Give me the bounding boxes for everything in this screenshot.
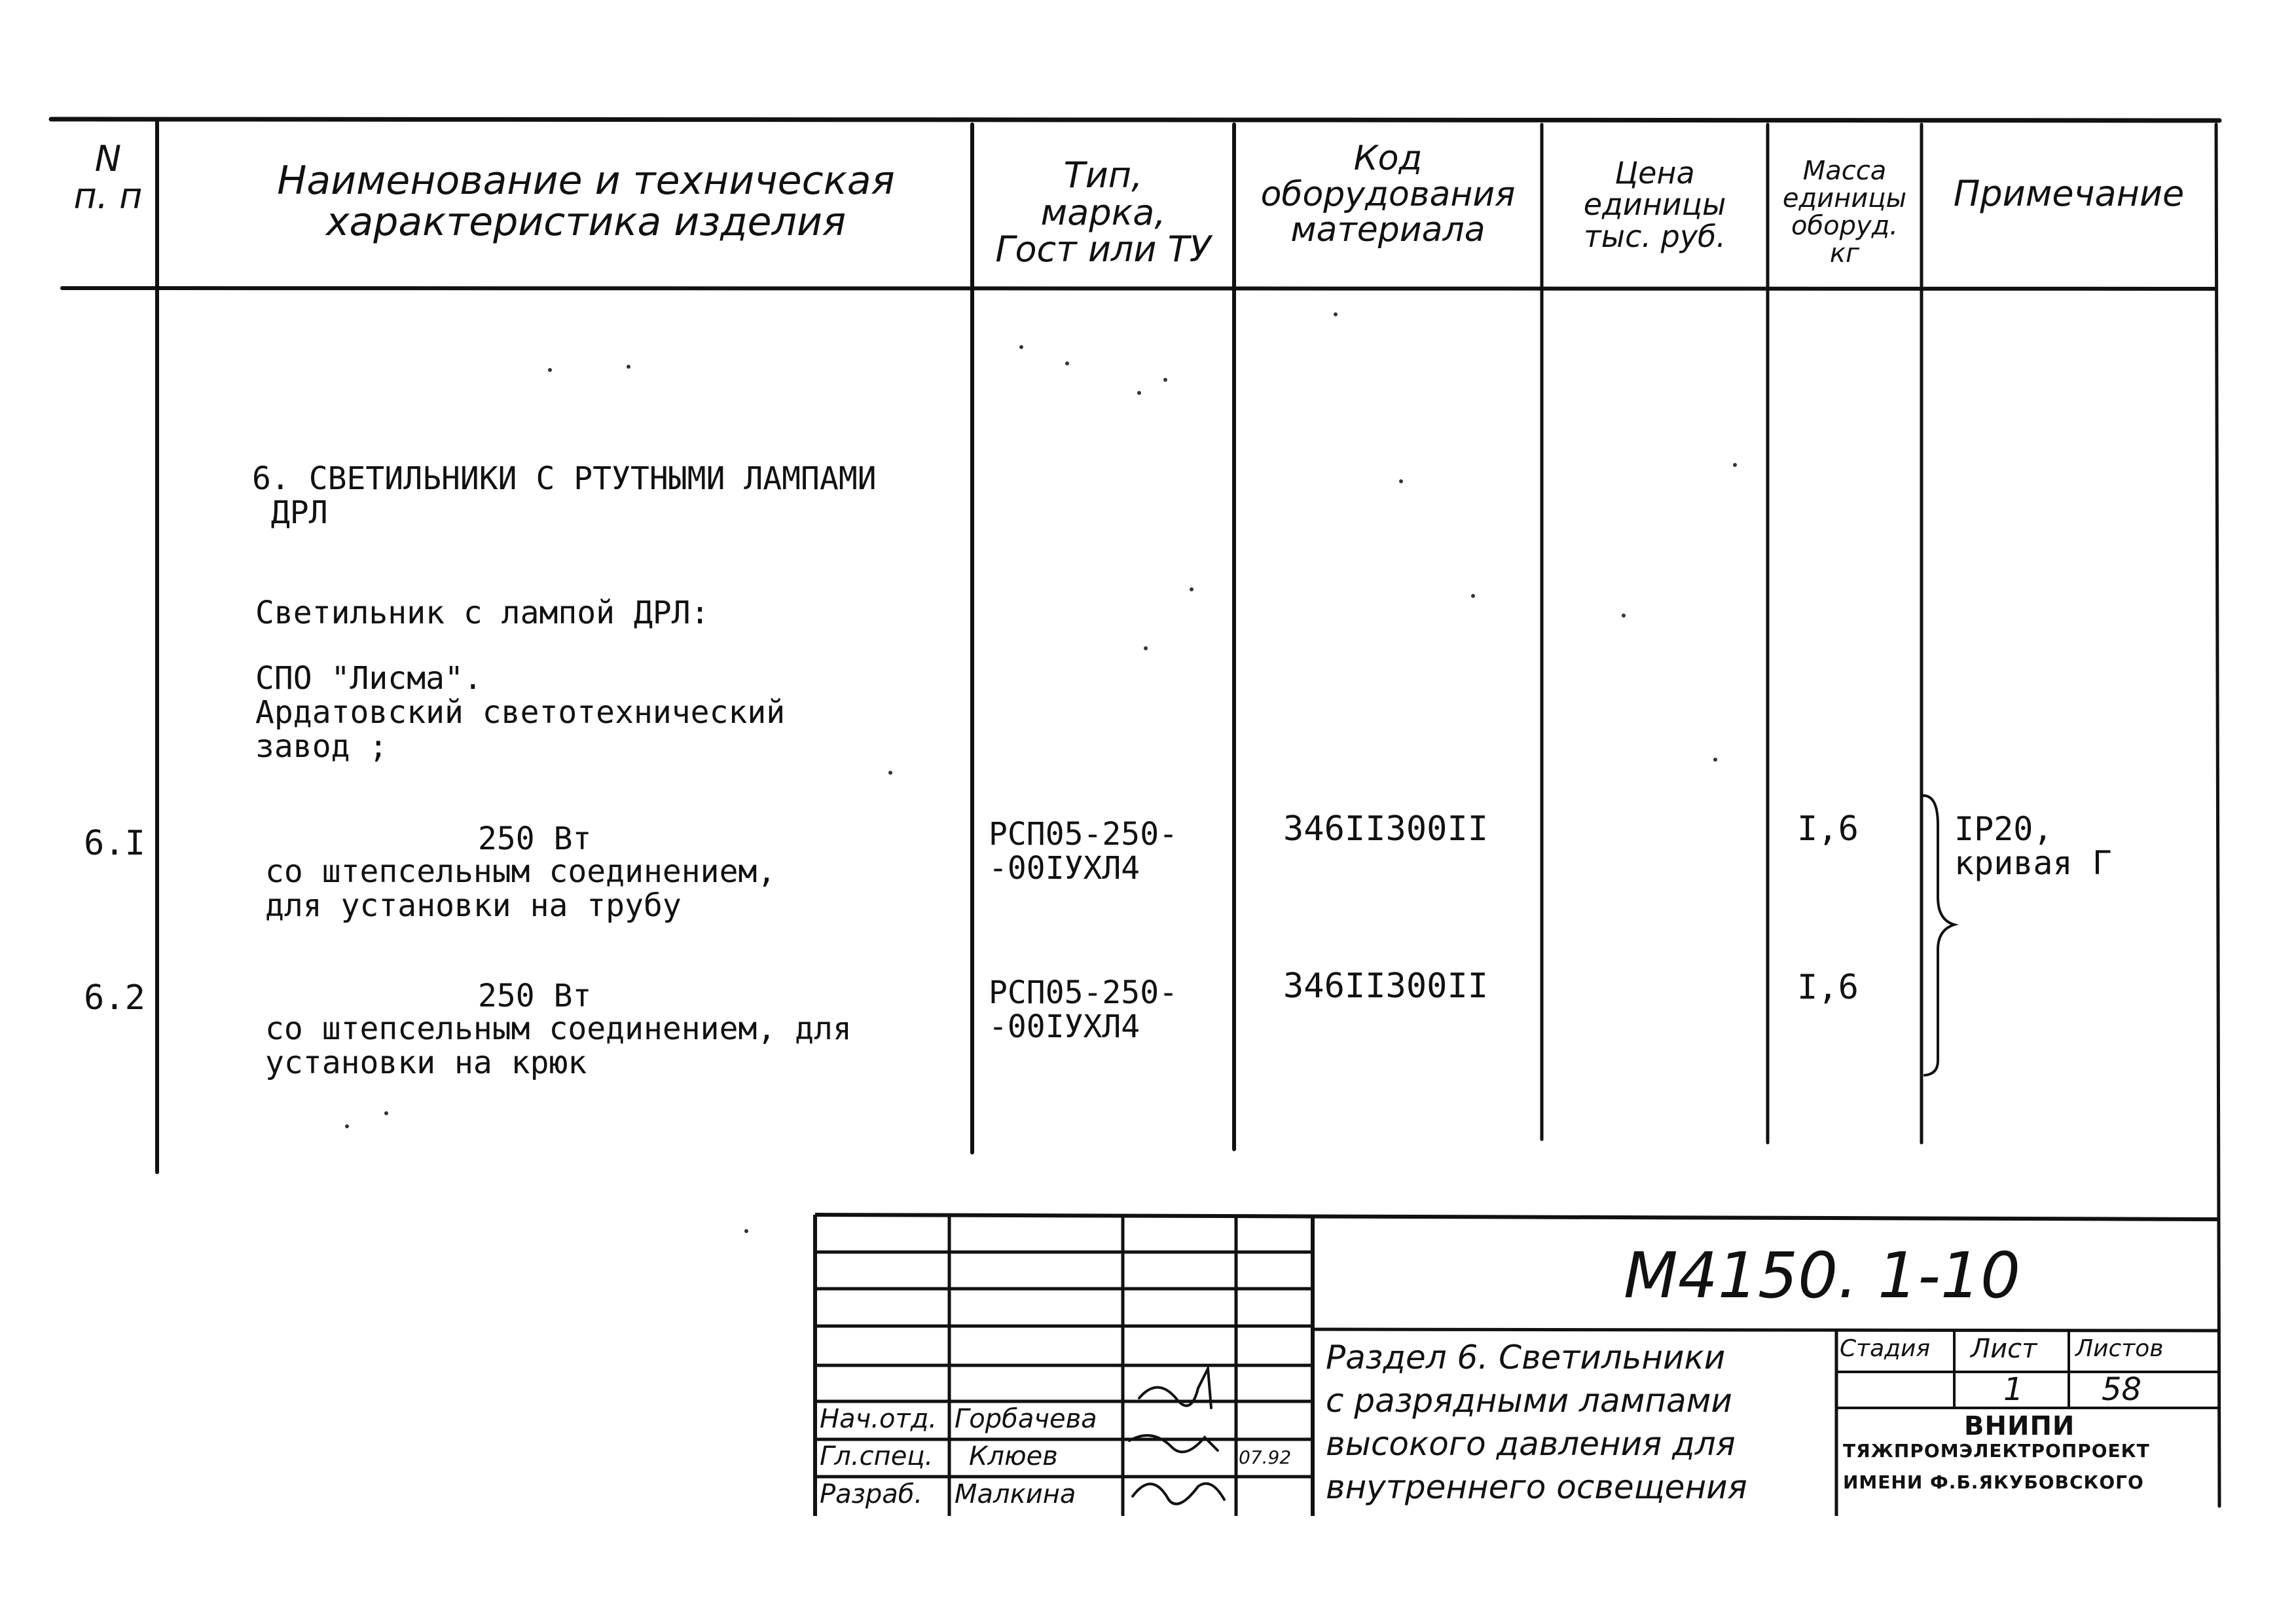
signer-role: Разраб. <box>820 1479 923 1509</box>
signature-mark <box>1129 1435 1218 1452</box>
manufacturer-text: СПО "Лисма". Ардатовский светотехнический завод ; <box>255 660 786 765</box>
row-number: 6.2 <box>84 978 145 1018</box>
org-abbr: ВНИПИ <box>1964 1411 2075 1441</box>
header-name: Наименование и техническая характеристика изделия <box>277 158 895 245</box>
header-note: Примечание <box>1953 173 2185 214</box>
stage-label: Стадия <box>1840 1335 1931 1362</box>
note-text: IP20, кривая Г <box>1954 810 2112 882</box>
row-code: 346II300II <box>1283 967 1489 1006</box>
title-block-section: Раздел 6. Светильники с разрядными лампами высокого давления для внутреннего освещения <box>1326 1338 1747 1506</box>
row-description: со штепсельным соединением, для установки на трубу <box>265 853 776 924</box>
signer-name: Малкина <box>955 1479 1076 1509</box>
sheets-count: 58 <box>2102 1371 2142 1408</box>
header-mass: Масса единицы оборуд. кг <box>1782 156 1907 268</box>
row-description: со штепсельным соединением, для установки на крюк <box>265 1010 852 1081</box>
row-mass: I,6 <box>1797 968 1859 1007</box>
signer-name: Горбачева <box>955 1404 1097 1434</box>
row-type: РСП05-250- -00IУХЛ4 <box>989 974 1178 1045</box>
sheet-number: 1 <box>2003 1371 2024 1408</box>
org-name: ТЯЖПРОМЭЛЕКТРОПРОЕКТ <box>1843 1440 2150 1462</box>
row-code: 346II300II <box>1283 809 1489 849</box>
sheets-label: Листов <box>2075 1335 2164 1362</box>
intro-line: Светильник с лампой ДРЛ: <box>255 595 710 631</box>
header-code: Код оборудования материала <box>1260 139 1516 250</box>
row-power: 250 Вт <box>478 821 592 857</box>
header-price: Цена единицы тыс. руб. <box>1583 155 1726 254</box>
header-type: Тип, марка, Гост или ТУ <box>995 155 1211 270</box>
signature-mark <box>1133 1484 1224 1504</box>
signature-mark <box>1139 1369 1211 1408</box>
signer-name: Клюев <box>969 1441 1058 1471</box>
header-num: N п. п <box>73 138 143 217</box>
row-type: РСП05-250- -00IУХЛ4 <box>989 816 1178 887</box>
signer-role: Гл.спец. <box>820 1441 934 1471</box>
document-code: М4150. 1-10 <box>1624 1239 2021 1312</box>
sheet-label: Лист <box>1971 1334 2037 1364</box>
row-power: 250 Вт <box>478 978 592 1014</box>
row-number: 6.I <box>84 824 145 863</box>
section-title: 6. СВЕТИЛЬНИКИ С РТУТНЫМИ ЛАМПАМИ ДРЛ <box>252 460 877 531</box>
signature-date: 07.92 <box>1239 1447 1292 1468</box>
row-mass: I,6 <box>1797 809 1859 849</box>
signer-role: Нач.отд. <box>820 1404 938 1434</box>
org-dedication: ИМЕНИ Ф.Б.ЯКУБОВСКОГО <box>1843 1471 2144 1493</box>
